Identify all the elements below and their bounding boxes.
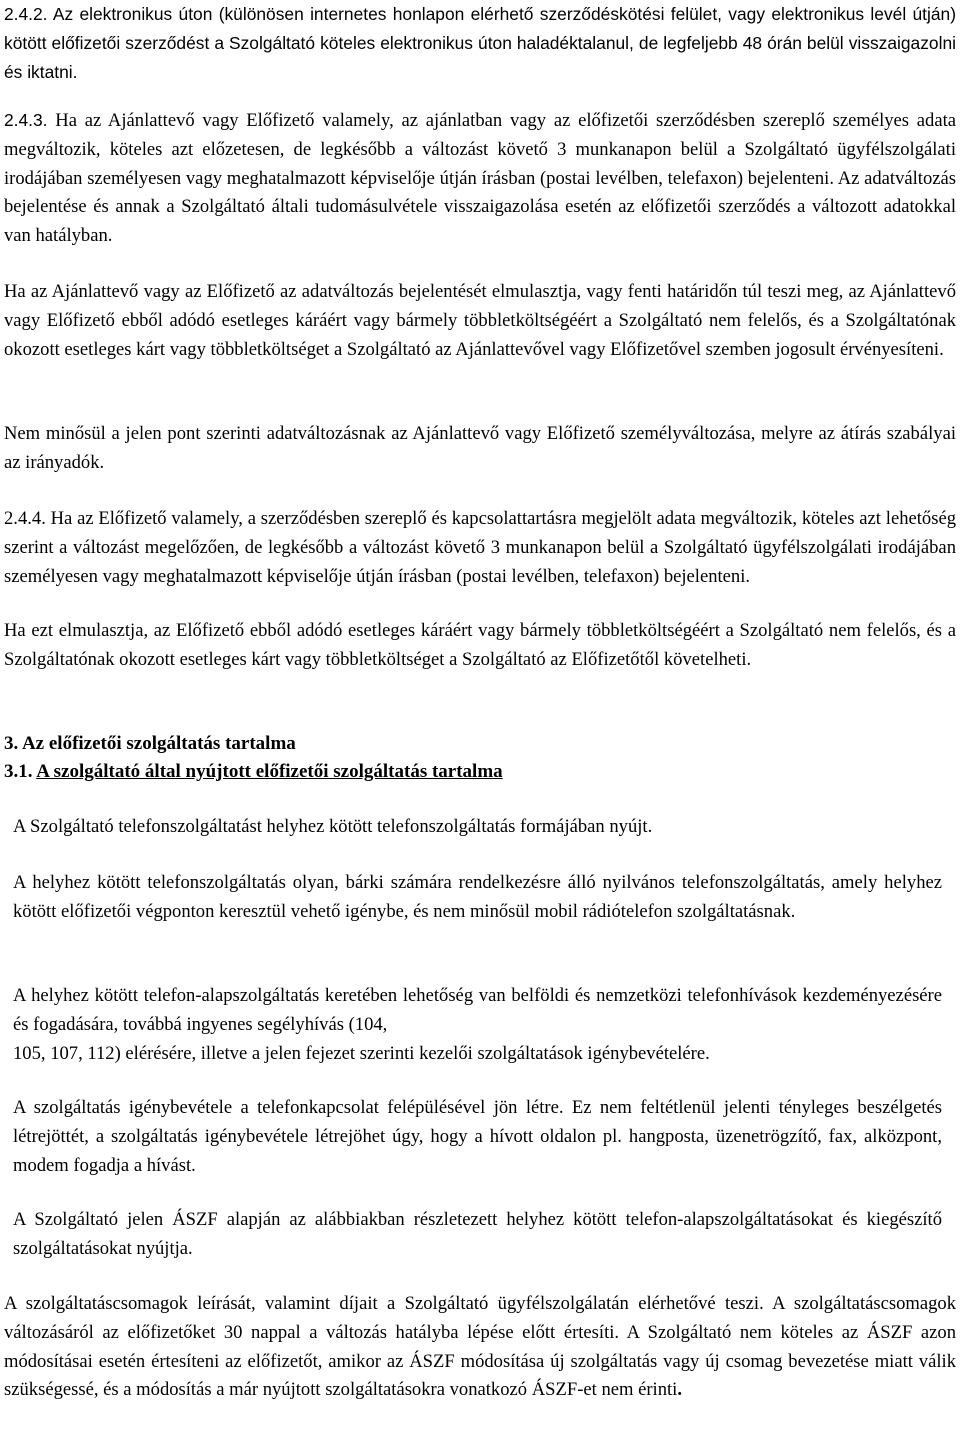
paragraph-packages-period: . (677, 1379, 683, 1401)
paragraph-2-4-4: 2.4.4. Ha az Előfizető valamely, a szerződésben szereplő és kapcsolattartásra megjelölt adata megváltozik, köteles azt lehetőség szerint a változást megelőzően, de legkésőbb a változást követő 3 munkanapon belül a Szolgáltató ügyfélszolgálati irodájában személyesen vagy meghatalmazott képviselője útján írásban (postai levélben, telefaxon) bejelenteni. (4, 508, 956, 587)
paragraph-basic-service-scope-line1: A helyhez kötött telefon-alapszolgáltatás keretében lehetőség van belföldi és nemzetközi telefonhívások kezdeményezésére és fogadására, továbbá ingyenes segélyhívás (104, (13, 985, 942, 1035)
section-number-3-1: 3.1. (4, 761, 37, 782)
paragraph-2-4-3 (0, 106, 960, 251)
section-title-3-1: A szolgáltató által nyújtott előfizetői szolgáltatás tartalma (36, 761, 503, 782)
paragraph-2-4-2: 2.4.2. Az elektronikus úton (különösen internetes honlapon elérhető szerződéskötési felület, vagy elektronikus levél útján) kötött előfizetői szerződést a Szolgáltató köteles elektronikus úton haladéktalanul, de legfeljebb 48 órán belül visszaigazolni és iktatni. (4, 4, 956, 82)
paragraph-basic-service-scope (0, 982, 960, 1068)
paragraph-service-form: A Szolgáltató telefonszolgáltatást helyhez kötött telefonszolgáltatás formájában nyújt. (13, 816, 653, 837)
paragraph-basic-service-scope-line2: 105, 107, 112) elérésére, illetve a jelen fejezet szerinti kezelői szolgáltatások igénybevételére. (13, 1042, 710, 1064)
section-heading-3: 3. Az előfizetői szolgáltatás tartalma (4, 733, 296, 754)
paragraph-person-change: Nem minősül a jelen pont szerinti adatváltozásnak az Ajánlattevő vagy Előfizető személyváltozása, melyre az átírás szabályai az irányadók. (4, 423, 956, 473)
paragraph-packages-text: A szolgáltatáscsomagok leírását, valamint díjait a Szolgáltató ügyfélszolgálatán elérhetővé teszi. A szolgáltatáscsomagok változásáról az előfizetőket 30 nappal a változás hatályba lépése előtt értesíti. A Szolgáltató nem köteles az ÁSZF azon módosításai esetén értesíteni az előfizetőt, amikor az ÁSZF módosítása új szolgáltatás vagy új csomag bevezetése miatt válik szükségessé, és a módosítás a már nyújtott szolgáltatásokra vonatkozó ÁSZF-et nem érinti (4, 1293, 956, 1401)
section-number-2-4-3: 2.4.3. (4, 110, 48, 130)
paragraph-packages (0, 1290, 960, 1405)
paragraph-omission-liability: Ha ezt elmulasztja, az Előfizető ebből adódó esetleges káráért vagy bármely többletköltségéért a Szolgáltató nem felelős, és a Szolgáltatónak okozott esetleges kárt vagy többletköltséget a Szolgáltató az Előfizetőtől követelheti. (4, 620, 956, 670)
paragraph-aszf-services: A Szolgáltató jelen ÁSZF alapján az alábbiakban részletezett helyhez kötött telefon-alapszolgáltatásokat és kiegészítő szolgáltatásokat nyújtja. (13, 1209, 942, 1259)
section-heading-3-1 (0, 758, 960, 786)
paragraph-2-4-3-text: Ha az Ajánlattevő vagy Előfizető valamely, az ajánlatban vagy az előfizetői szerződésben szereplő személyes adata megváltozik, köteles azt előzetesen, de legkésőbb a változást követő 3 munkanapon belül a Szolgáltató ügyfélszolgálati irodájában személyesen vagy meghatalmazott képviselője útján írásban (postai levélben, telefaxon) bejelenteni. Az adatváltozás bejelentése és annak a Szolgáltató általi tudomásulvétele visszaigazolása esetén az előfizetői szerződés a változott adatokkal van hatályban. (4, 110, 956, 247)
paragraph-data-change-omission: Ha az Ajánlattevő vagy az Előfizető az adatváltozás bejelentését elmulasztja, vagy fenti határidőn túl teszi meg, az Ajánlattevő vagy Előfizető ebből adódó esetleges káráért vagy bármely többletköltségéért a Szolgáltató nem felelős, és a Szolgáltatónak okozott esetleges kárt vagy többletköltséget a Szolgáltató az Ajánlattevővel vagy Előfizetővel szemben jogosult érvényesíteni. (4, 281, 956, 360)
paragraph-service-usage: A szolgáltatás igénybevétele a telefonkapcsolat felépülésével jön létre. Ez nem feltétlenül jelenti tényleges beszélgetés létrejöttét, a szolgáltatás igénybevétele létrejöhet úgy, hogy a hívott oldalon pl. hangposta, üzenetrögzítő, fax, alközpont, modem fogadja a hívást. (13, 1097, 942, 1176)
paragraph-fixed-telephony-definition: A helyhez kötött telefonszolgáltatás olyan, bárki számára rendelkezésre álló nyilvános telefonszolgáltatás, amely helyhez kötött előfizetői végponton keresztül vehető igénybe, és nem minősül mobil rádiótelefon szolgáltatásnak. (13, 872, 942, 922)
